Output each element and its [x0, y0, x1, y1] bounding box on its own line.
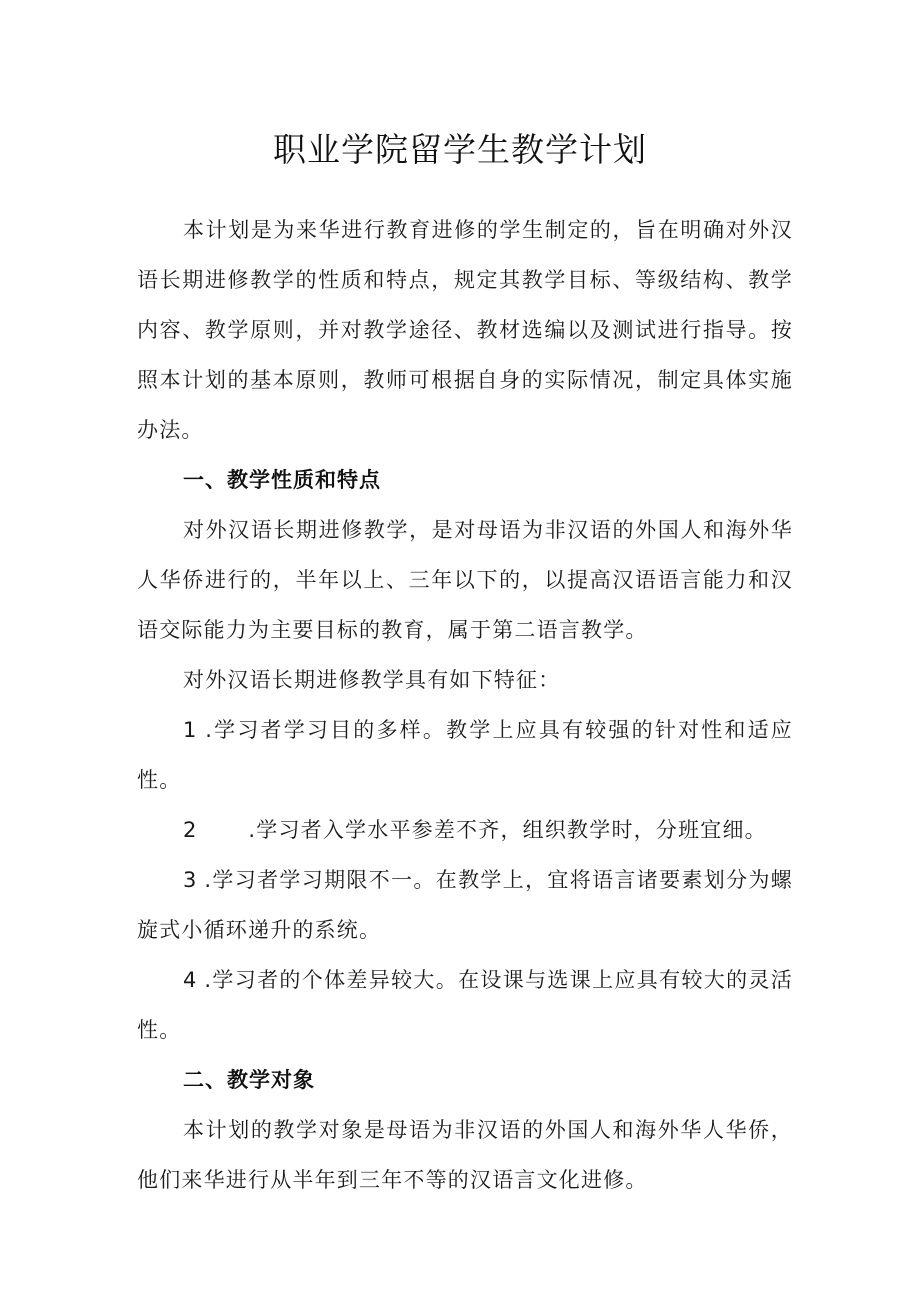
list-item: [137, 705, 793, 805]
list-item-number: 2: [183, 818, 197, 842]
list-item-number: 1: [183, 718, 197, 742]
section-2-paragraph-1: 本计划的教学对象是母语为非汉语的外国人和海外华人华侨，他们来华进行从半年到三年不等的汉语言文化进修。: [137, 1118, 793, 1192]
list-item-number: 4: [183, 968, 197, 992]
list-item-text: .学习者入学水平参差不齐，组织教学时，分班宜细。: [248, 818, 767, 842]
list-item-text: .学习者的个体差异较大。在设课与选课上应具有较大的灵活性。: [137, 968, 793, 1042]
intro-paragraph: 本计划是为来华进行教育进修的学生制定的，旨在明确对外汉语长期进修教学的性质和特点，规定其教学目标、等级结构、教学内容、教学原则，并对教学途径、教材选编以及测试进行指导。按照本计划的基本原则，教师可根据自身的实际情况，制定具体实施办法。: [137, 218, 793, 442]
document-title: 职业学院留学生教学计划: [273, 130, 647, 169]
list-item-number: 3: [183, 868, 197, 892]
list-item-text: .学习者学习目的多样。教学上应具有较强的针对性和适应性。: [137, 718, 793, 792]
section-1-paragraph-1: 对外汉语长期进修教学，是对母语为非汉语的外国人和海外华人华侨进行的，半年以上、三年以下的，以提高汉语语言能力和汉语交际能力为主要目标的教育，属于第二语言教学。: [137, 518, 793, 642]
section-1-heading: 一、教学性质和特点: [183, 468, 381, 492]
list-item: [137, 805, 793, 855]
section-1-paragraph-2: 对外汉语长期进修教学具有如下特征：: [183, 668, 561, 692]
section-2-heading: 二、教学对象: [183, 1068, 315, 1092]
list-item: [137, 955, 793, 1055]
list-item-text: .学习者学习期限不一。在教学上，宜将语言诸要素划分为螺旋式小循环递升的系统。: [137, 868, 793, 942]
list-item: [137, 855, 793, 955]
document-body: [137, 205, 793, 1205]
